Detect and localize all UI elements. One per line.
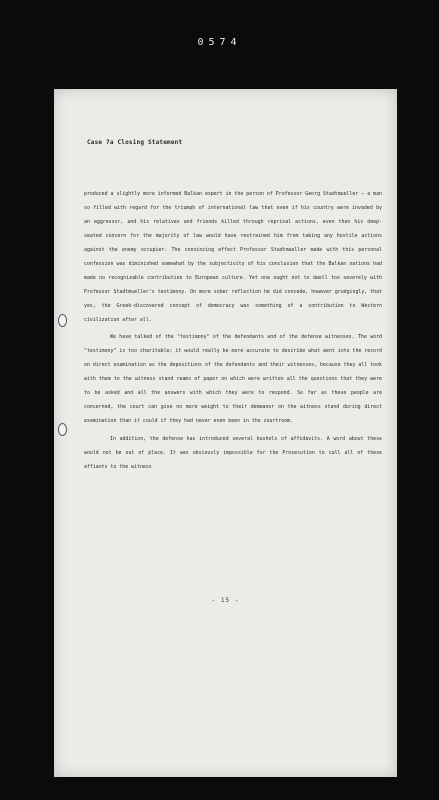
punch-hole	[58, 423, 67, 436]
document-page	[54, 89, 397, 777]
punch-hole	[58, 314, 67, 327]
body-text	[84, 187, 382, 478]
page-header: Case 7a Closing Statement	[87, 139, 183, 146]
frame-number: 0574	[197, 37, 242, 48]
paragraph: We have talked of the "testimony" of the defendants and of the defense witnesses. The word "testimony" is too charitable; it would really be more accurate to describe what went into the record on direct examination as the depositions of the defendants and their witnesses, because they all took with them to the witness stand reams of paper on which were written all the questions that they were to be asked and all the answers with which they were to respond. So far as these people are concerned, the court can give no more weight to their demeanor on the witness stand during direct examination than it could if they had never even been in the courtroom.	[84, 334, 382, 424]
page-number: - 15 -	[211, 597, 240, 604]
paragraph: In addition, the defense has introduced several bushels of affidavits. A word about these would not be out of place. It was obviously impossible for the Prosecution to call all of these affiants to the witness	[84, 436, 382, 470]
paragraph: produced a slightly more informed Balkan expert in the person of Professor Georg Stadtmueller — a man so filled with regard for the triumph of international law that even if his country were invaded by an aggressor, and his relatives and friends killed through reprisal actions, even then his deep-seated concern for the majority of law would have restrained him from taking any hostile actions against the enemy occupier. The convincing effect Professor Stadtmueller made with this personal confession was diminished somewhat by the subjectivity of his conclusion that the Balkan nations had made no recognizable contribution to European culture. Yet one ought not to dwell too severely with Professor Stadtmueller's testimony. On more sober reflection he did concede, however grudgingly, that yes, the Greek-discovered concept of democracy was something of a contribution to Western civilization after all.	[84, 191, 382, 323]
